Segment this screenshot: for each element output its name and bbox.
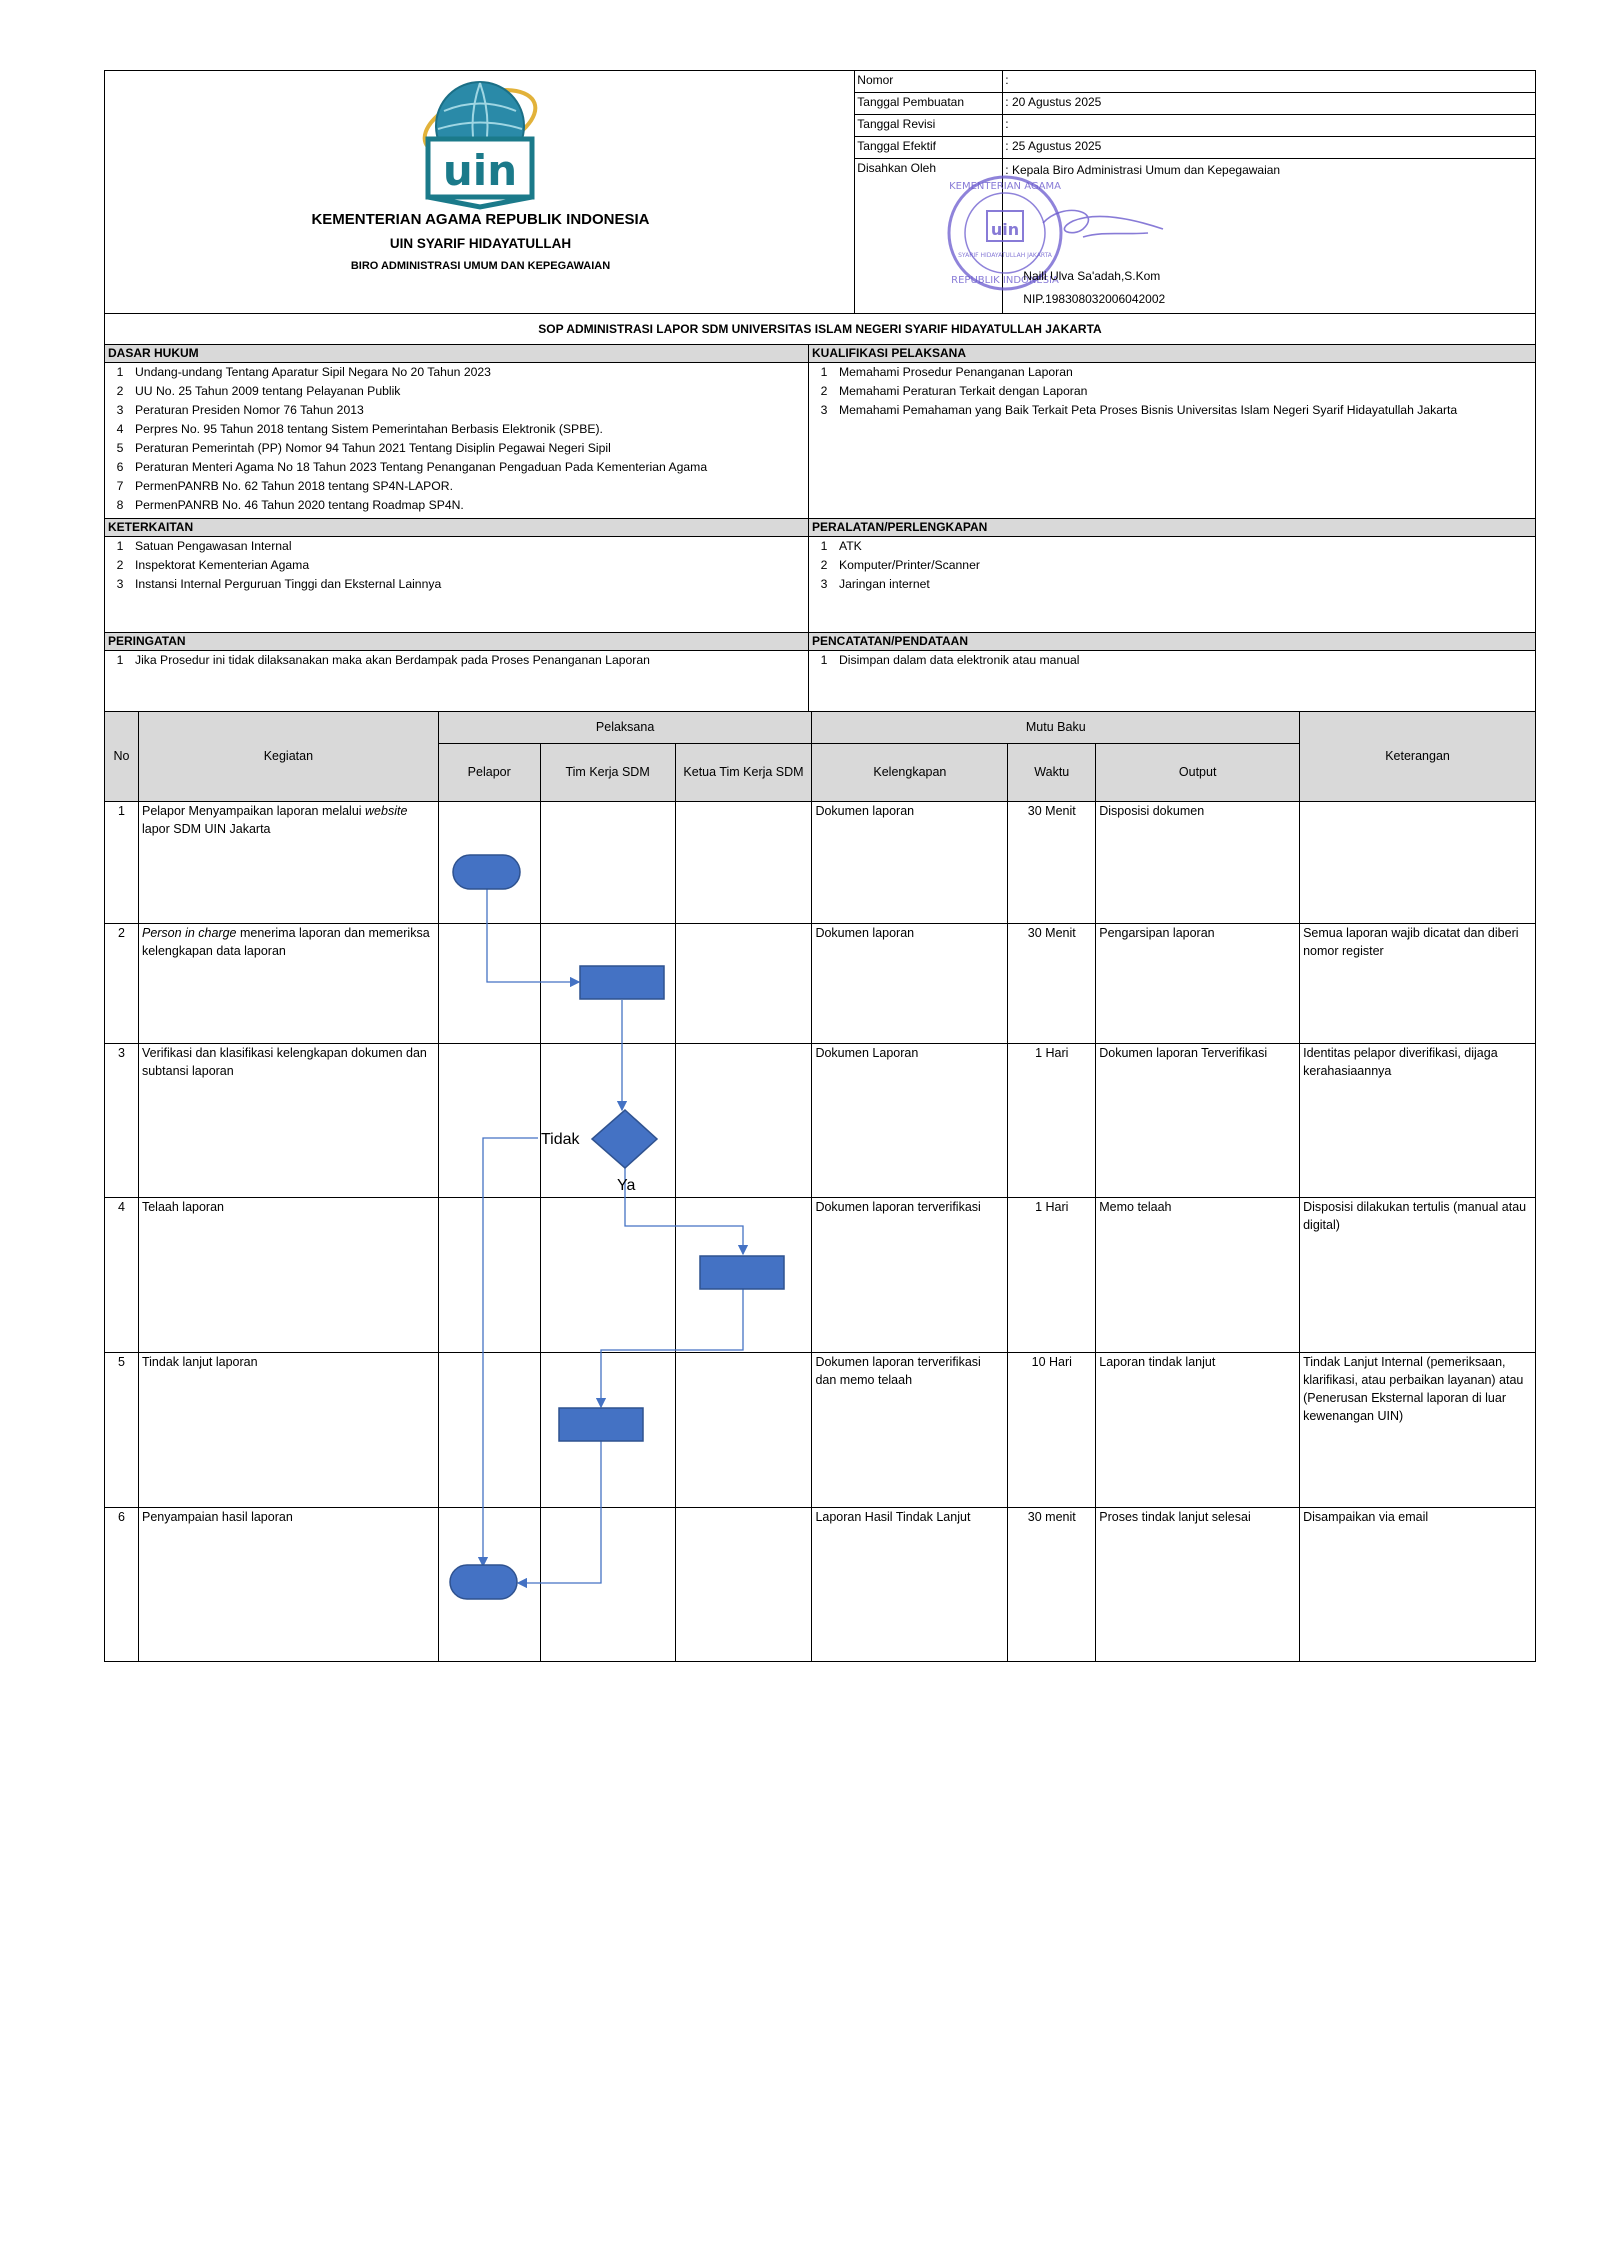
table-row <box>105 1507 1536 1661</box>
step-keterangan: Disposisi dilakukan tertulis (manual atau digital) <box>1300 1197 1536 1352</box>
approver-title: : Kepala Biro Administrasi Umum dan Kepegawaian <box>1005 163 1281 177</box>
meta-label: Tanggal Revisi <box>855 115 1003 137</box>
list-item: 2 UU No. 25 Tahun 2009 tentang Pelayanan Publik <box>116 384 401 398</box>
step-activity: Penyampaian hasil laporan <box>138 1507 438 1661</box>
approval-label: Disahkan Oleh <box>855 159 1003 314</box>
step-waktu: 30 Menit <box>1008 923 1096 1043</box>
section-title: PERALATAN/PERLENGKAPAN <box>809 519 1535 537</box>
procedure-table <box>104 712 1536 1662</box>
step-waktu: 1 Hari <box>1008 1197 1096 1352</box>
list-item: 5 Peraturan Pemerintah (PP) Nomor 94 Tahun 2021 Tentang Disiplin Pegawai Negeri Sipil <box>116 441 611 455</box>
header-table <box>104 70 1536 314</box>
step-activity: Pelapor Menyampaikan laporan melalui website lapor SDM UIN Jakarta <box>138 801 438 923</box>
list-item: 3 Jaringan internet <box>820 577 930 591</box>
list-item: 7 PermenPANRB No. 62 Tahun 2018 tentang SP4N-LAPOR. <box>116 479 453 493</box>
step-keterangan <box>1300 801 1536 923</box>
col-pelaksana: Pelaksana <box>438 712 812 743</box>
uin-logo <box>410 71 550 211</box>
svg-text:uin: uin <box>991 220 1020 239</box>
step-no: 6 <box>105 1507 139 1661</box>
step-output: Memo telaah <box>1096 1197 1300 1352</box>
svg-text:SYARIF HIDAYATULLAH JAKARTA: SYARIF HIDAYATULLAH JAKARTA <box>958 252 1053 259</box>
peralatan-list <box>809 537 1535 594</box>
step-output: Pengarsipan laporan <box>1096 923 1300 1043</box>
list-item: 1 Jika Prosedur ini tidak dilaksanakan maka akan Berdampak pada Proses Penanganan Laporan <box>116 653 650 667</box>
step-waktu: 30 menit <box>1008 1507 1096 1661</box>
step-activity: Person in charge menerima laporan dan memeriksa kelengkapan data laporan <box>138 923 438 1043</box>
list-item: 8 PermenPANRB No. 46 Tahun 2020 tentang Roadmap SP4N. <box>116 498 464 512</box>
approval-block <box>949 159 1535 314</box>
col-keterangan: Keterangan <box>1300 712 1536 801</box>
col-no: No <box>105 712 139 801</box>
list-item: 6 Peraturan Menteri Agama No 18 Tahun 2023 Tentang Penanganan Pengaduan Pada Kementerian Agama <box>116 460 708 474</box>
step-kelengkapan: Dokumen Laporan <box>812 1043 1008 1197</box>
sop-title-table <box>104 314 1536 345</box>
col-ketua-tim: Ketua Tim Kerja SDM <box>675 743 812 801</box>
col-output: Output <box>1096 743 1300 801</box>
step-kelengkapan: Dokumen laporan terverifikasi dan memo telaah <box>812 1352 1008 1507</box>
meta-label: Nomor <box>855 71 1003 93</box>
step-activity: Tindak lanjut laporan <box>138 1352 438 1507</box>
col-kelengkapan: Kelengkapan <box>812 743 1008 801</box>
kualifikasi-list <box>809 363 1535 420</box>
meta-value: : 25 Agustus 2025 <box>1003 137 1535 159</box>
step-keterangan: Tindak Lanjut Internal (pemeriksaan, klarifikasi, atau perbaikan layanan) atau (Penerusan Eksternal laporan di luar kewenangan UIN) <box>1300 1352 1536 1507</box>
org-name: KEMENTERIAN AGAMA REPUBLIK INDONESIA <box>311 211 650 228</box>
meta-value: : <box>1003 115 1535 137</box>
section-title: DASAR HUKUM <box>105 345 808 363</box>
col-waktu: Waktu <box>1008 743 1096 801</box>
section-title: PENCATATAN/PENDATAAN <box>809 633 1535 651</box>
list-item: 1 Disimpan dalam data elektronik atau manual <box>820 653 1080 667</box>
section-title: KETERKAITAN <box>105 519 808 537</box>
dasar-hukum-list <box>105 363 808 518</box>
pencatatan-list <box>809 651 1535 670</box>
dasar-hukum-section <box>105 345 809 519</box>
step-waktu: 30 Menit <box>1008 801 1096 923</box>
peralatan-section <box>809 519 1536 633</box>
col-pelapor: Pelapor <box>438 743 540 801</box>
meta-value: : <box>1003 71 1535 93</box>
step-kelengkapan: Dokumen laporan <box>812 923 1008 1043</box>
step-output: Proses tindak lanjut selesai <box>1096 1507 1300 1661</box>
step-output: Dokumen laporan Terverifikasi <box>1096 1043 1300 1197</box>
keterkaitan-section <box>105 519 809 633</box>
list-item: 2 Komputer/Printer/Scanner <box>820 558 980 572</box>
step-keterangan: Semua laporan wajib dicatat dan diberi nomor register <box>1300 923 1536 1043</box>
meta-label: Tanggal Efektif <box>855 137 1003 159</box>
col-tim-kerja: Tim Kerja SDM <box>540 743 675 801</box>
svg-text:uin: uin <box>442 146 518 195</box>
list-item: 1 ATK <box>820 539 862 553</box>
step-no: 2 <box>105 923 139 1043</box>
step-no: 4 <box>105 1197 139 1352</box>
info-table <box>104 345 1536 712</box>
step-kelengkapan: Dokumen laporan terverifikasi <box>812 1197 1008 1352</box>
step-activity: Verifikasi dan klasifikasi kelengkapan dokumen dan subtansi laporan <box>138 1043 438 1197</box>
col-kegiatan: Kegiatan <box>138 712 438 801</box>
table-row <box>105 1043 1536 1197</box>
keterkaitan-list <box>105 537 808 632</box>
list-item: 2 Memahami Peraturan Terkait dengan Laporan <box>820 384 1088 398</box>
step-activity: Telaah laporan <box>138 1197 438 1352</box>
pencatatan-section <box>809 633 1536 712</box>
svg-text:REPUBLIK INDONESIA: REPUBLIK INDONESIA <box>951 275 1060 286</box>
section-title: KUALIFIKASI PELAKSANA <box>809 345 1535 363</box>
step-output: Laporan tindak lanjut <box>1096 1352 1300 1507</box>
list-item: 3 Memahami Pemahaman yang Baik Terkait Peta Proses Bisnis Universitas Islam Negeri Syarif Hidayatullah Jakarta <box>820 403 1458 417</box>
label-ya: Ya <box>617 1177 636 1194</box>
list-item: 4 Perpres No. 95 Tahun 2018 tentang Sistem Pemerintahan Berbasis Elektronik (SPBE). <box>116 422 603 436</box>
meta-label: Tanggal Pembuatan <box>855 93 1003 115</box>
step-no: 5 <box>105 1352 139 1507</box>
step-waktu: 10 Hari <box>1008 1352 1096 1507</box>
table-row <box>105 801 1536 923</box>
university-name: UIN SYARIF HIDAYATULLAH <box>389 236 572 251</box>
step-no: 1 <box>105 801 139 923</box>
table-row <box>105 923 1536 1043</box>
peringatan-list <box>105 651 808 711</box>
list-item: 2 Inspektorat Kementerian Agama <box>116 558 310 572</box>
kualifikasi-section <box>809 345 1536 519</box>
approver-nip: NIP.198308032006042002 <box>1023 292 1166 306</box>
step-keterangan: Disampaikan via email <box>1300 1507 1536 1661</box>
section-title: PERINGATAN <box>105 633 808 651</box>
col-mutu-baku: Mutu Baku <box>812 712 1300 743</box>
table-row <box>105 1197 1536 1352</box>
svg-text:KEMENTERIAN AGAMA: KEMENTERIAN AGAMA <box>949 181 1062 192</box>
table-row <box>105 1352 1536 1507</box>
step-waktu: 1 Hari <box>1008 1043 1096 1197</box>
step-keterangan: Identitas pelapor diverifikasi, dijaga kerahasiaannya <box>1300 1043 1536 1197</box>
institution-block <box>105 71 855 314</box>
meta-value: : 20 Agustus 2025 <box>1003 93 1535 115</box>
peringatan-section <box>105 633 809 712</box>
list-item: 3 Instansi Internal Perguruan Tinggi dan Eksternal Lainnya <box>116 577 442 591</box>
list-item: 1 Undang-undang Tentang Aparatur Sipil Negara No 20 Tahun 2023 <box>116 365 491 379</box>
bureau-name: BIRO ADMINISTRASI UMUM DAN KEPEGAWAIAN <box>350 260 611 272</box>
step-kelengkapan: Dokumen laporan <box>812 801 1008 923</box>
step-no: 3 <box>105 1043 139 1197</box>
list-item: 3 Peraturan Presiden Nomor 76 Tahun 2013 <box>116 403 364 417</box>
sop-document <box>104 70 1536 1662</box>
document-meta <box>855 71 1536 314</box>
list-item: 1 Memahami Prosedur Penanganan Laporan <box>820 365 1073 379</box>
approver-name: Naili Ulva Sa'adah,S.Kom <box>1023 269 1161 283</box>
label-tidak: Tidak <box>541 1131 580 1148</box>
step-output: Disposisi dokumen <box>1096 801 1300 923</box>
list-item: 1 Satuan Pengawasan Internal <box>116 539 292 553</box>
step-kelengkapan: Laporan Hasil Tindak Lanjut <box>812 1507 1008 1661</box>
sop-title: SOP ADMINISTRASI LAPOR SDM UNIVERSITAS ISLAM NEGERI SYARIF HIDAYATULLAH JAKARTA <box>105 314 1536 345</box>
